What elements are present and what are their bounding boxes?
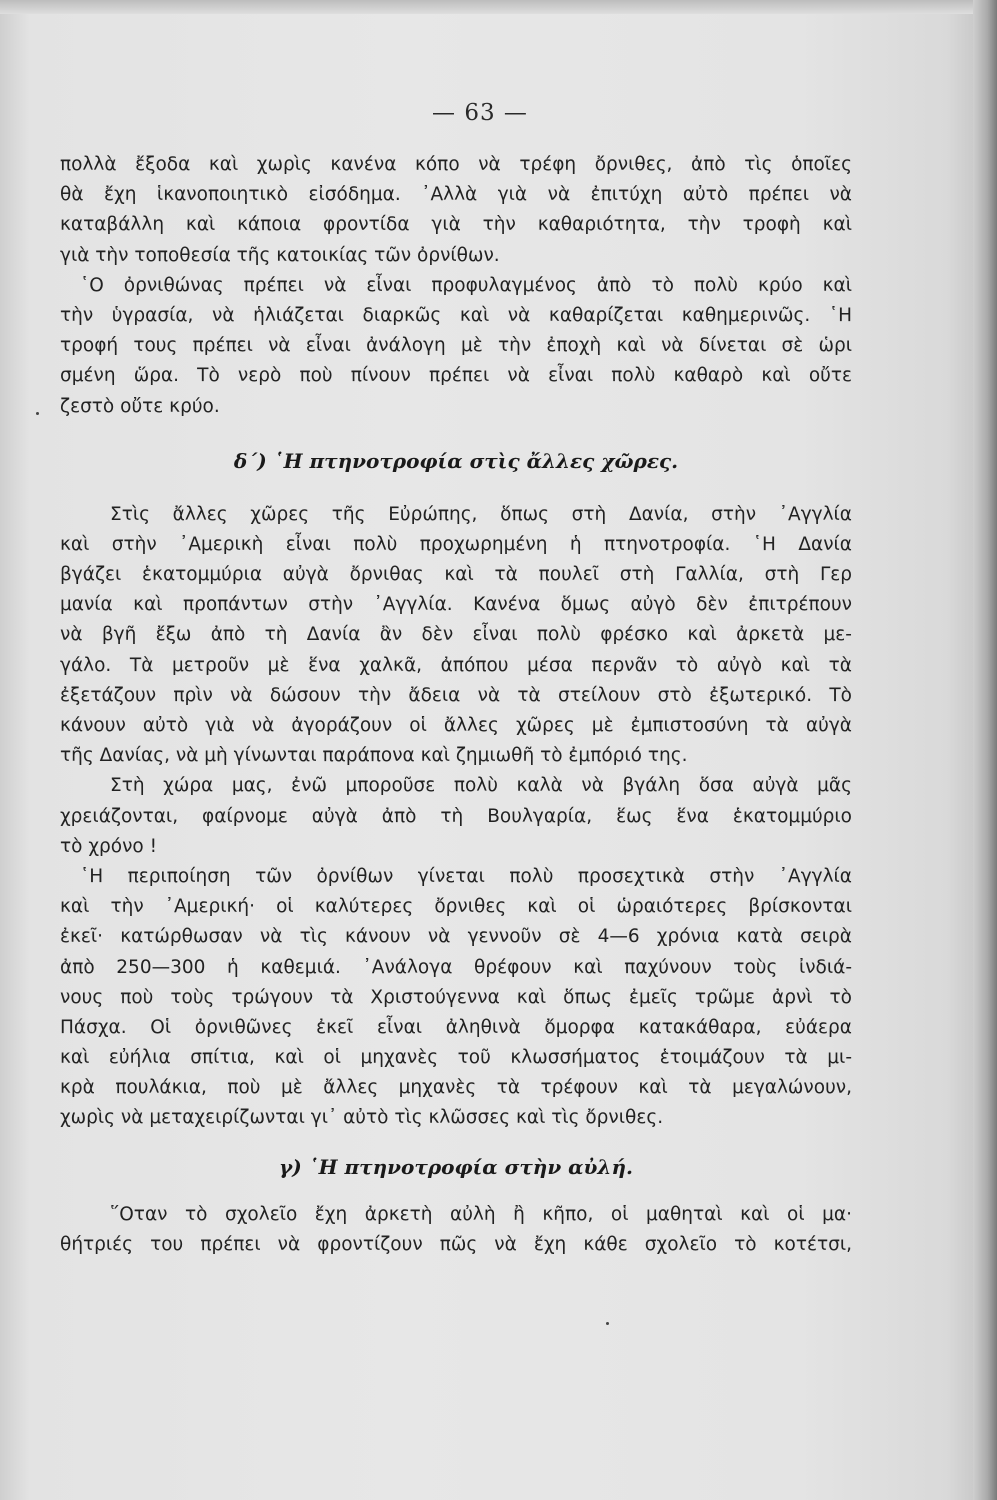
text-line: ἐξετάζουν πρὶν νὰ δώσουν τὴν ἄδεια νὰ τὰ στείλουν στὸ ἐξωτερικό. Τὸ — [60, 684, 852, 706]
text-line: ἀπὸ 250—300 ἡ καθεμιά. ᾽Ανάλογα θρέφουν καὶ παχύνουν τοὺς ἰνδιά- — [60, 956, 852, 978]
text-line: Πάσχα. Οἱ ὀρνιθῶνες ἐκεῖ εἶναι ἀληθινὰ ὄμορφα κατακάθαρα, εὐάερα — [60, 1016, 852, 1038]
text-line: καὶ τὴν ᾽Αμερική· οἱ καλύτερες ὄρνιθες καὶ οἱ ὡραιότερες βρίσκονται — [60, 896, 852, 918]
text-line: Στὶς ἄλλες χῶρες τῆς Εὐρώπης, ὅπως στὴ Δανία, στὴν ᾽Αγγλία — [110, 503, 852, 525]
text-line: χωρὶς νὰ μεταχειρίζωνται γι᾽ αὐτὸ τὶς κλῶσσες καὶ τὶς ὄρνιθες. — [60, 1107, 664, 1129]
page-right-edge — [973, 0, 997, 1500]
text-line: τὸ χρόνο ! — [60, 835, 158, 857]
text-line: καταβάλλη καὶ κάποια φροντίδα γιὰ τὴν καθαριότητα, τὴν τροφὴ καὶ — [60, 214, 852, 236]
text-line: κρὰ πουλάκια, ποὺ μὲ ἄλλες μηχανὲς τὰ τρέφουν καὶ τὰ μεγαλώνουν, — [60, 1077, 852, 1099]
text-line: βγάζει ἑκατομμύρια αὐγὰ ὄρνιθας καὶ τὰ πουλεῖ στὴ Γαλλία, στὴ Γερ — [60, 564, 852, 586]
text-line: θὰ ἔχη ἱκανοποιητικὸ εἰσόδημα. ᾽Αλλὰ γιὰ νὰ ἐπιτύχη αὐτὸ πρέπει νὰ — [60, 184, 852, 206]
text-line: καὶ εὐήλια σπίτια, καὶ οἱ μηχανὲς τοῦ κλωσσήματος ἑτοιμάζουν τὰ μι- — [60, 1047, 852, 1069]
text-line: χρειάζονται, φαίρνομε αὐγὰ ἀπὸ τὴ Βουλγαρία, ἕως ἕνα ἑκατομμύριο — [60, 805, 852, 827]
text-line: ἐκεῖ· κατώρθωσαν νὰ τὶς κάνουν νὰ γεννοῦν σὲ 4—6 χρόνια κατὰ σειρὰ — [60, 926, 852, 948]
print-speck — [36, 412, 39, 415]
text-line: ζεστὸ οὔτε κρύο. — [60, 395, 220, 417]
text-line: ῾Ο ὀρνιθώνας πρέπει νὰ εἶναι προφυλαγμένος ἀπὸ τὸ πολὺ κρύο καὶ — [80, 274, 852, 296]
print-speck — [606, 1322, 609, 1325]
text-line: τροφή τους πρέπει νὰ εἶναι ἀνάλογη μὲ τὴν ἐποχὴ καὶ νὰ δίνεται σὲ ὡρι — [60, 335, 852, 357]
text-line: κάνουν αὐτὸ γιὰ νὰ ἀγοράζουν οἱ ἄλλες χῶρες μὲ ἐμπιστοσύνη τὰ αὐγὰ — [60, 715, 852, 736]
text-line: μανία καὶ προπάντων στὴν ᾽Αγγλία. Κανένα ὅμως αὐγὸ δὲν ἐπιτρέπουν — [60, 594, 852, 616]
text-line: ῞Οταν τὸ σχολεῖο ἔχη ἀρκετὴ αὐλὴ ἢ κῆπο, οἱ μαθηταὶ καὶ οἱ μα· — [110, 1203, 852, 1225]
page-number: — 63 — — [432, 100, 528, 126]
text-line: γάλο. Τὰ μετροῦν μὲ ἕνα χαλκᾶ, ἀπόπου μέσα περνᾶν τὸ αὐγὸ καὶ τὰ — [60, 654, 852, 676]
text-line: νὰ βγῆ ἔξω ἀπὸ τὴ Δανία ἂν δὲν εἶναι πολὺ φρέσκο καὶ ἀρκετὰ με- — [60, 624, 852, 646]
text-line: νους ποὺ τοὺς τρώγουν τὰ Χριστούγεννα καὶ ὅπως ἐμεῖς τρῶμε ἀρνὶ τὸ — [60, 986, 852, 1008]
page-text — [60, 150, 852, 1260]
section-heading: δ΄) ῾Η πτηνοτροφία στὶς ἄλλες χῶρες. — [233, 448, 679, 473]
text-line: σμένη ὥρα. Τὸ νερὸ ποὺ πίνουν πρέπει νὰ εἶναι πολὺ καθαρὸ καὶ οὔτε — [60, 365, 852, 387]
text-line: ῾Η περιποίηση τῶν ὀρνίθων γίνεται πολὺ προσεχτικὰ στὴν ᾽Αγγλία — [80, 865, 852, 887]
text-line: γιὰ τὴν τοποθεσία τῆς κατοικίας τῶν ὀρνίθων. — [60, 244, 500, 266]
text-line: καὶ στὴν ᾽Αμερικὴ εἶναι πολὺ προχωρημένη ἡ πτηνοτροφία. ῾Η Δανία — [60, 533, 852, 555]
text-line: τὴν ὑγρασία, νὰ ἡλιάζεται διαρκῶς καὶ νὰ καθαρίζεται καθημερινῶς. ῾Η — [60, 304, 852, 326]
page-top-edge — [0, 0, 997, 14]
text-line: τῆς Δανίας, νὰ μὴ γίνωνται παράπονα καὶ ζημιωθῆ τὸ ἐμπόριό της. — [60, 745, 688, 767]
text-line: πολλὰ ἔξοδα καὶ χωρὶς κανένα κόπο νὰ τρέφη ὄρνιθες, ἀπὸ τὶς ὁποῖες — [60, 154, 852, 175]
text-line: θήτριές του πρέπει νὰ φροντίζουν πῶς νὰ ἔχη κάθε σχολεῖο τὸ κοτέτσι, — [60, 1233, 852, 1255]
text-line: Στὴ χώρα μας, ἐνῶ μποροῦσε πολὺ καλὰ νὰ βγάλη ὅσα αὐγὰ μᾶς — [110, 775, 852, 797]
section-heading: γ) ῾Η πτηνοτροφία στὴν αὐλή. — [279, 1154, 633, 1179]
